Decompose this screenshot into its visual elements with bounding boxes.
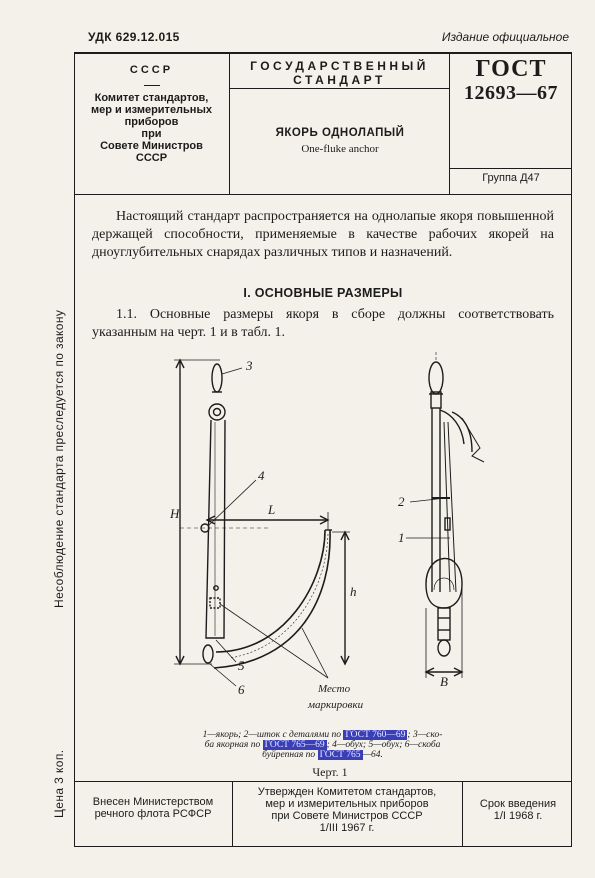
eye-ring: [209, 404, 225, 420]
clause-1-1: 1.1. Основные размеры якоря в сборе должны соответствовать указанным на черт. 1 и в табл. 1.: [92, 307, 554, 340]
label-1: 1: [398, 530, 405, 545]
front-bottom-shackle: [438, 640, 450, 656]
approved-line: 1/III 1967 г.: [319, 822, 375, 834]
footer-column-divider: [232, 781, 233, 847]
section-title: I. ОСНОВНЫЕ РАЗМЕРЫ: [243, 286, 403, 300]
standard-reference: ГОСТ 765: [319, 750, 361, 760]
anchor-drawing: [150, 352, 550, 724]
committee-line: Комитет стандартов,: [94, 92, 209, 104]
fluke-shading: [230, 534, 328, 658]
front-shackle: [429, 362, 443, 394]
figure-number: Черт. 1: [312, 765, 348, 779]
label-2: 2: [398, 494, 405, 509]
issuer-block: [74, 52, 230, 195]
introduced-by: [76, 796, 230, 820]
label-6: 6: [238, 682, 245, 697]
price-label: Цена 3 коп.: [52, 749, 66, 818]
standard-reference: ГОСТ 760—69: [345, 730, 406, 740]
state-standard-line: ГОСУДАРСТВЕННЫЙ: [250, 59, 429, 73]
gost-block: [450, 52, 572, 195]
footer-column-divider: [462, 781, 463, 847]
label-marking-place-1: Место: [318, 683, 351, 695]
approved-line: при Совете Министров СССР: [271, 810, 423, 822]
title-russian: ЯКОРЬ ОДНОЛАПЫЙ: [275, 127, 405, 139]
label-L: L: [268, 502, 276, 517]
caption-text: ба якорная по: [204, 740, 261, 750]
fluke-outer: [214, 530, 330, 668]
fluke-inner: [216, 530, 325, 652]
caption-text: 1—якорь; 2—шток с деталями по: [202, 730, 342, 740]
standard-title-block: [230, 52, 450, 195]
approved-by: [234, 786, 460, 834]
front-hook: [440, 410, 464, 444]
caption-line-3: [150, 750, 495, 760]
title-english: One-fluke anchor: [301, 143, 379, 155]
ussr-label: СССР: [129, 64, 174, 76]
leader-line: [220, 604, 328, 678]
label-B: B: [440, 674, 448, 689]
label-3: 3: [246, 358, 253, 373]
footer-divider: [74, 781, 572, 782]
label-marking-place-2: маркировки: [308, 699, 364, 711]
state-standard-label: [230, 59, 449, 87]
lug-5: [214, 586, 218, 590]
edition-note: Издание официальное: [441, 30, 569, 44]
committee-line: мер и измерительных: [91, 104, 212, 116]
leader-line: [222, 368, 242, 374]
caption-text: —64.: [362, 750, 383, 760]
shackle-3: [212, 364, 222, 392]
caption-text: ; 3—ско-: [407, 730, 443, 740]
committee-line: Совете Министров: [100, 140, 203, 152]
shackle-6: [203, 645, 213, 663]
short-rule: [144, 85, 160, 86]
committee-line: СССР: [135, 152, 168, 164]
committee-line: приборов: [124, 116, 179, 128]
approved-line: мер и измерительных приборов: [265, 798, 429, 810]
introduced-line: Внесен Министерством: [92, 796, 214, 808]
group-code: Группа Д47: [482, 172, 540, 184]
gost-number: 12693—67: [464, 82, 558, 104]
legal-warning: Несоблюдение стандарта преследуется по закону: [52, 309, 66, 608]
stock-rods: [444, 422, 456, 592]
label-H: H: [170, 506, 180, 521]
effective-line: 1/I 1968 г.: [493, 810, 543, 822]
approved-line: Утвержден Комитетом стандартов,: [257, 786, 437, 798]
leader-line: [302, 628, 328, 678]
effective-line: Срок введения: [479, 798, 557, 810]
front-fluke-inner: [434, 578, 454, 590]
caption-text: ; 4—обух; 5—обух; 6—скоба: [326, 740, 441, 750]
standard-reference: ГОСТ 765—69: [264, 740, 325, 750]
front-crown: [438, 608, 450, 640]
caption-text: буйрепная по: [262, 750, 316, 760]
committee-line: при: [141, 128, 162, 140]
state-standard-line: СТАНДАРТ: [293, 73, 386, 87]
label-5: 5: [238, 658, 245, 673]
figure-caption: [150, 730, 495, 760]
eye-ring-inner: [214, 409, 221, 416]
udk-code: УДК 629.12.015: [88, 30, 180, 44]
effective-date: [464, 798, 572, 822]
label-4: 4: [258, 468, 265, 483]
label-h: h: [350, 584, 357, 599]
caption-line-2: [150, 740, 495, 750]
caption-line-1: [150, 730, 495, 740]
intro-paragraph: Настоящий стандарт распространяется на однолапые якоря повышенной держащей способности, применяемые в качестве рабочих якорей на дноуглубительных снарядах различных типов и назначений.: [92, 209, 554, 260]
introduced-line: речного флота РСФСР: [94, 808, 212, 820]
gost-label: ГОСТ: [475, 56, 547, 82]
committee-name: [74, 92, 229, 164]
